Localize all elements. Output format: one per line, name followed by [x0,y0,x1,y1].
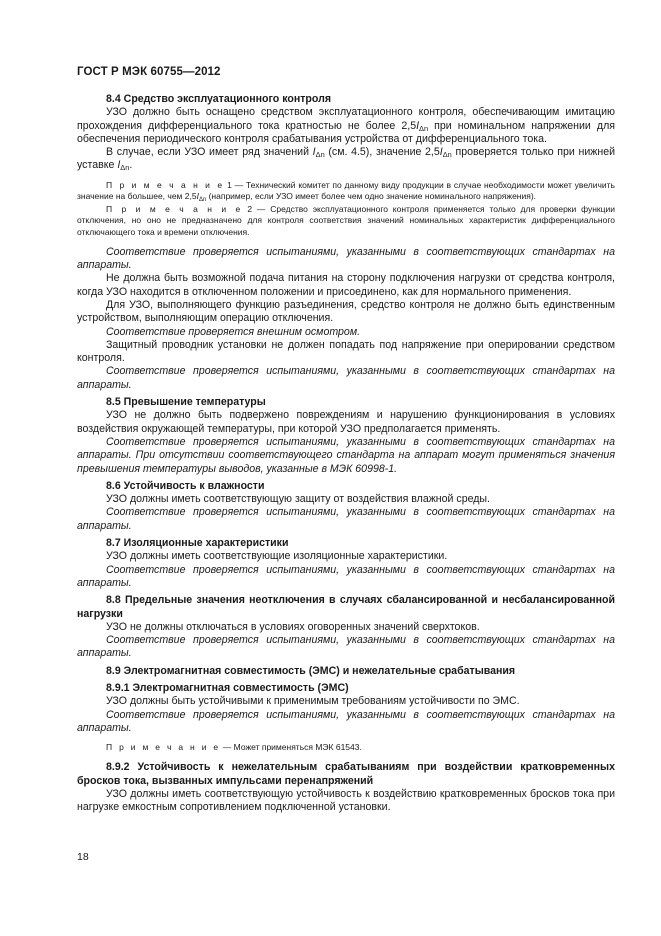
section-8-9-2-heading: 8.9.2 Устойчивость к нежелательным срабатываниям при воздействии кратковременных бросков тока, вызванных импульсами перенапряжений [77,761,615,787]
section-8-9-1-paragraph-1: УЗО должны быть устойчивыми к применимым требованиям устойчивости по ЭМС. [106,695,520,708]
section-8-4-compliance-2: Соответствие проверяется внешним осмотром. [106,325,361,338]
section-8-4-compliance-3: Соответствие проверяется испытаниями, указанными в соответствующих стандартах на аппараты. [77,365,615,391]
section-8-9-heading: 8.9 Электромагнитная совместимость (ЭМС) и нежелательные срабатывания [106,664,516,677]
section-8-4-note-1: П р и м е ч а н и е 1 — Технический комитет по данному виду продукции в случае необходимости может увеличить значение на большее, чем $2,5I_{\Delta n}$ (например, если УЗО имеет более чем одно значение номинального напряжения). [77,179,615,203]
section-8-5-compliance: Соответствие проверяется испытаниями, указанными в соответствующих стандартах на аппараты. При отсутствии соответствующего стандарта на аппарат могут применяться значения превышения температуры выводов, указанные в МЭК 60998-1. [77,435,615,475]
section-8-4-note-2: П р и м е ч а н и е 2 — Средство эксплуатационного контроля применяется только для проверки функции отключения, но оно не предназначено для контроля соответствия значений номинальных характеристик дифференциального отключающего тока и времени отключения. [77,204,616,237]
section-8-9-2-paragraph-1: УЗО должны иметь соответствующую устойчивость к воздействию кратковременных бросков тока при нагрузке емкостным сопротивлением подключенной установки. [77,787,615,814]
section-8-4-paragraph-5: Защитный проводник установки не должен попадать под напряжение при оперировании средством контроля. [77,338,615,365]
section-8-5-paragraph-1: УЗО не должно быть подвержено повреждениям и нарушению функционирования в условиях воздействия окружающей температуры, при которой УЗО предполагается применять. [77,409,615,435]
page-number: 18 [77,851,89,863]
section-8-6-compliance: Соответствие проверяется испытаниями, указанными в соответствующих стандартах на аппараты. [77,506,615,532]
section-8-6-heading: 8.6 Устойчивость к влажности [106,479,265,492]
section-8-7-paragraph-1: УЗО должны иметь соответствующие изоляционные характеристики. [106,550,448,563]
section-8-4-paragraph-2: В случае, если УЗО имеет ряд значений $I_{\Delta n}$ (см. 4.5), значение $2,5I_{\Delta n}$ проверяется только при нижней уставке $I_{\Delta n}$. [77,146,615,173]
section-8-6-paragraph-1: УЗО должны иметь соответствующую защиту от воздействия влажной среды. [106,493,490,506]
section-8-4-paragraph-4: Для УЗО, выполняющего функцию разъединения, средство контроля не должно быть единственным устройством, выполняющим операцию отключения. [77,298,615,325]
section-8-9-1-note: П р и м е ч а н и е — Может применяться МЭК 61543. [106,742,362,753]
section-8-9-1-heading: 8.9.1 Электромагнитная совместимость (ЭМС) [106,682,349,694]
section-8-4-paragraph-3: Не должна быть возможной подача питания на сторону подключения нагрузки от средства контроля, когда УЗО находится в отключенном положении и присоединено, как для нормального применения. [77,272,615,298]
section-8-8-paragraph-1: УЗО не должны отключаться в условиях оговоренных значений сверхтоков. [106,620,480,633]
section-8-8-compliance: Соответствие проверяется испытаниями, указанными в соответствующих стандартах на аппараты. [77,634,615,660]
section-8-4-paragraph-1: УЗО должно быть оснащено средством эксплуатационного контроля, обеспечивающим имитацию прохождения дифференциального тока кратностью не более $2,5I_{\Delta n}$ при номинальном напряжении для обеспечения периодического контроля срабатывания устройства от дифференциального тока. [77,106,615,145]
section-8-8-heading: 8.8 Предельные значения неотключения в случаях сбалансированной и несбалансированной нагрузки [77,594,615,620]
section-8-4-compliance-1: Соответствие проверяется испытаниями, указанными в соответствующих стандартах на аппараты. [77,245,615,272]
page-header: ГОСТ Р МЭК 60755—2012 [77,66,221,78]
section-8-9-1-compliance: Соответствие проверяется испытаниями, указанными в соответствующих стандартах на аппараты. [77,708,615,734]
page-content [77,93,615,815]
section-8-7-heading: 8.7 Изоляционные характеристики [106,537,289,550]
section-8-4-heading: 8.4 Средство эксплуатационного контроля [106,93,332,105]
section-8-7-compliance: Соответствие проверяется испытаниями, указанными в соответствующих стандартах на аппараты. [77,563,615,589]
section-8-5-heading: 8.5 Превышение температуры [106,396,266,409]
